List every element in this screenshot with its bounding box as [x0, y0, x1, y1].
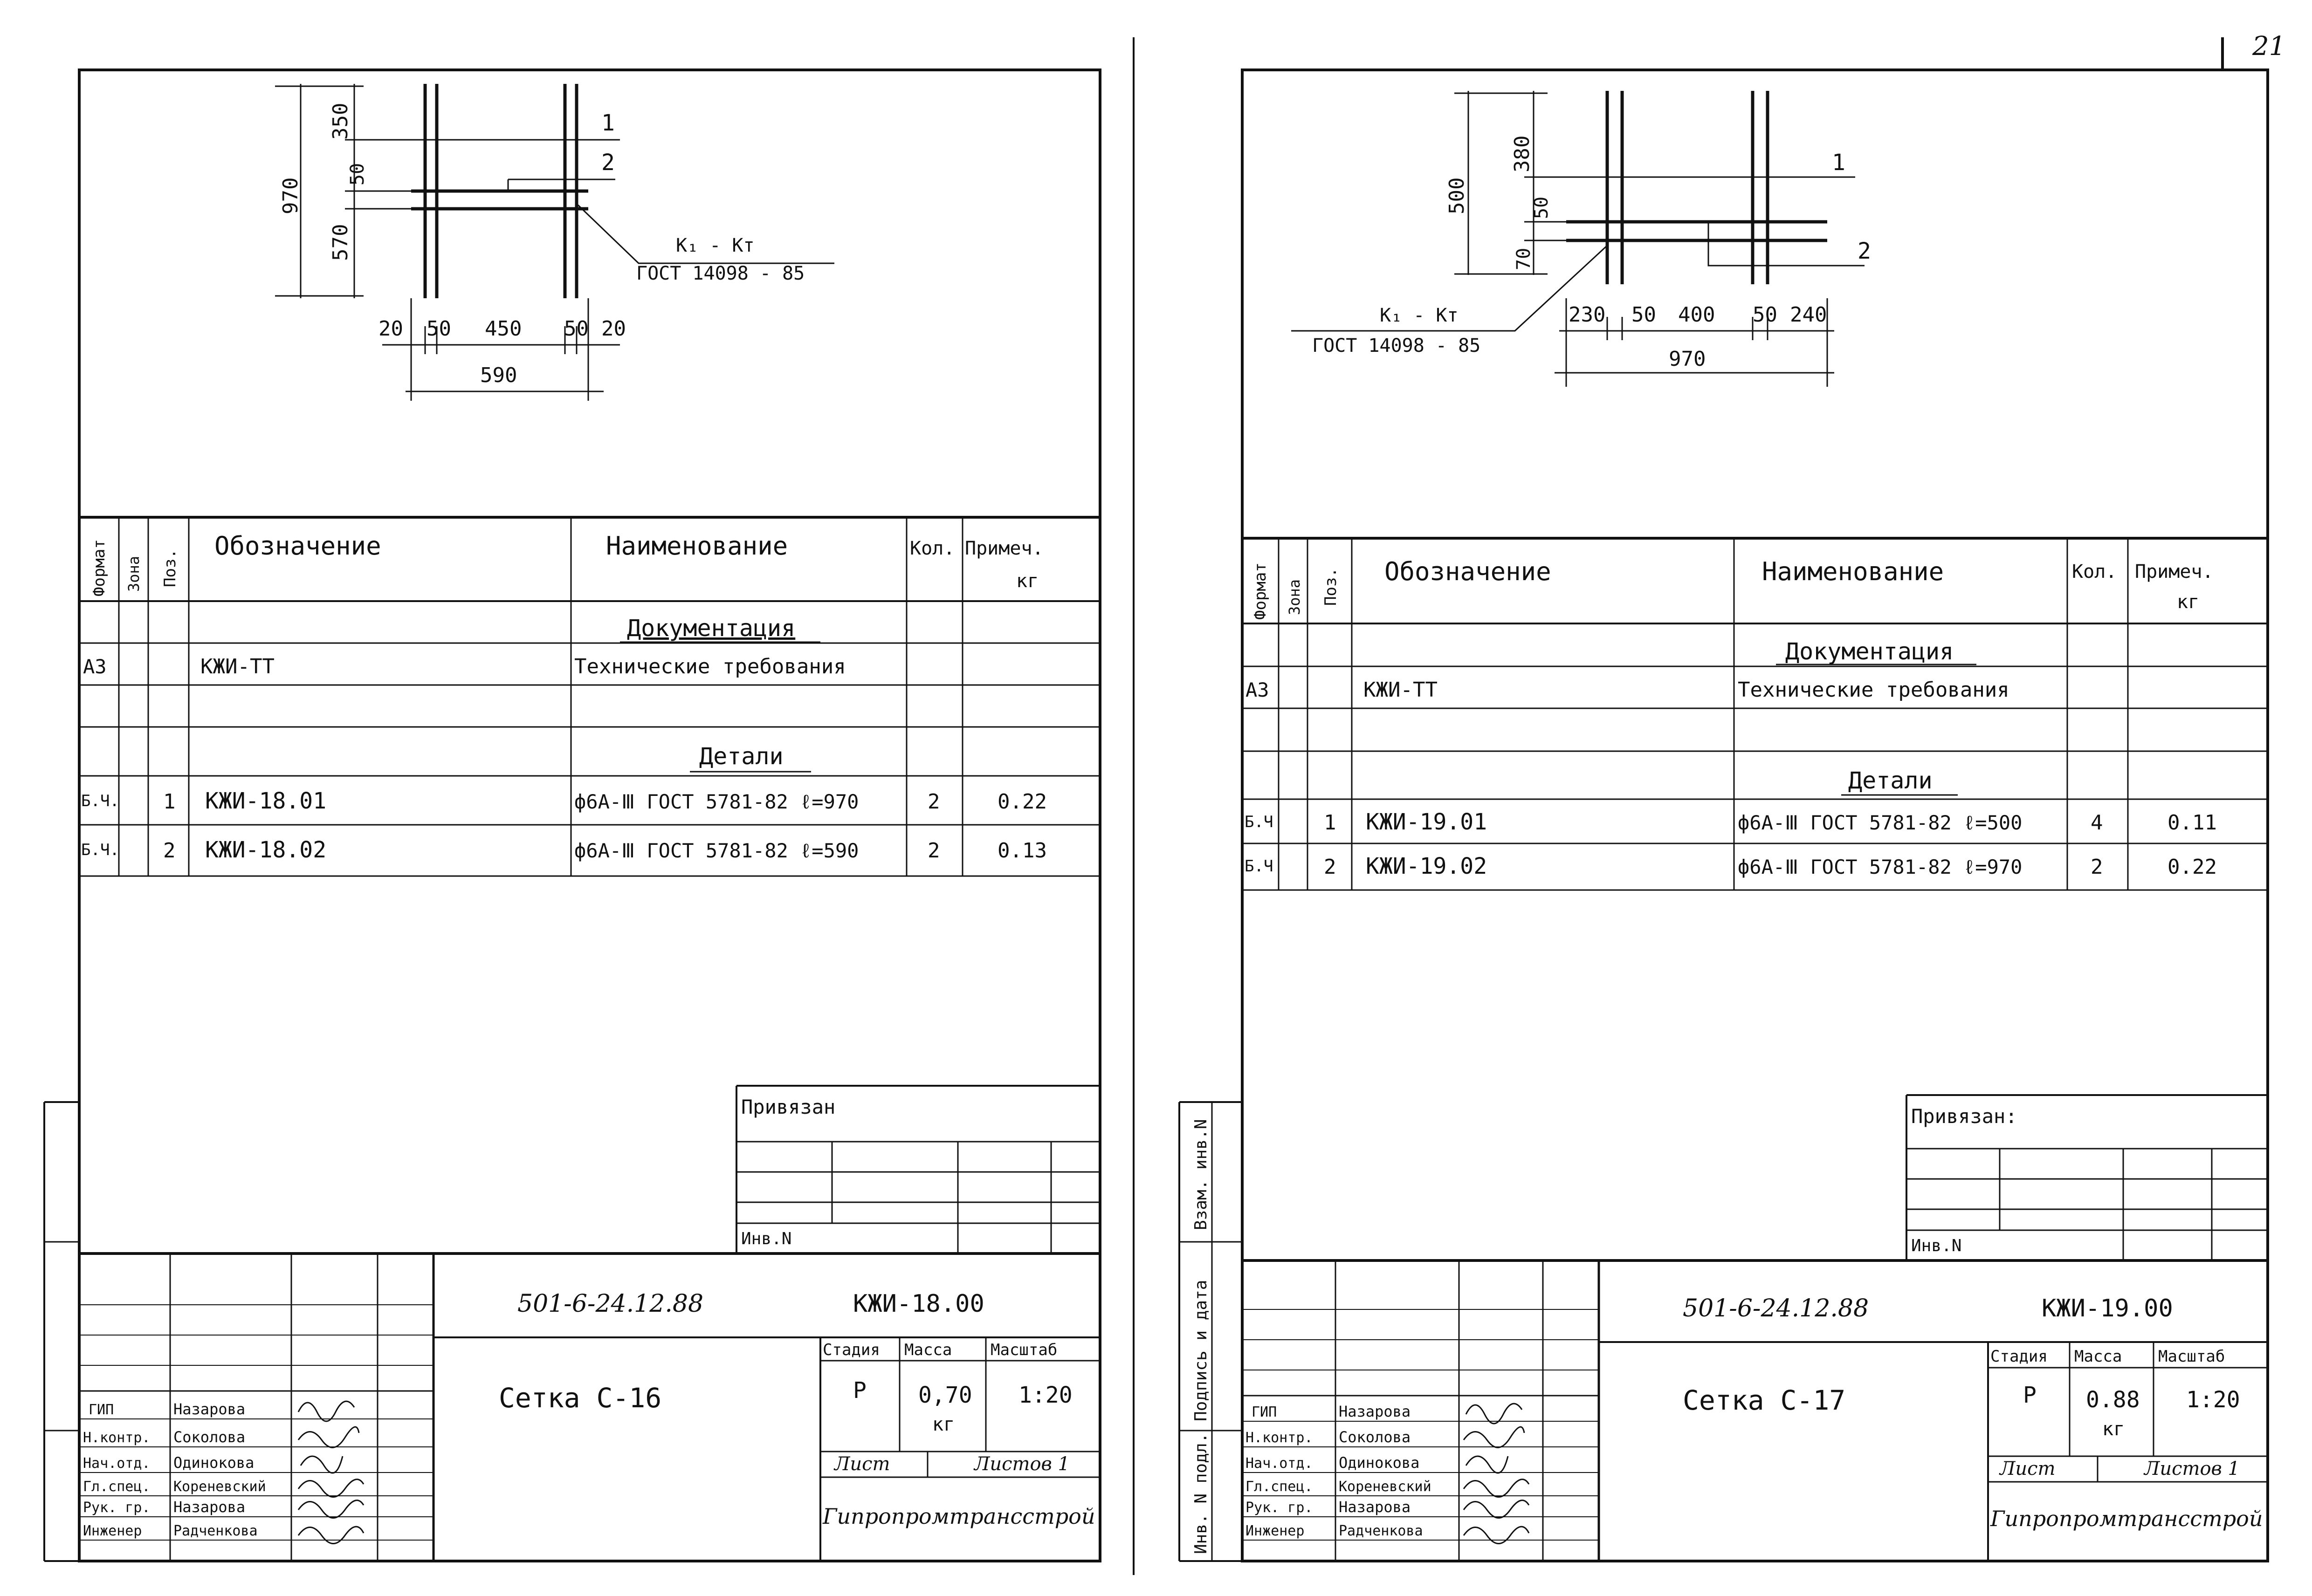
mesh-drawing-right: [1291, 91, 1871, 387]
mass-label: Масса: [904, 1341, 952, 1359]
mass-label: Масса: [2074, 1347, 2122, 1366]
name-4: Кореневский: [1339, 1479, 1431, 1495]
role-2: Н.контр.: [1245, 1430, 1313, 1446]
section-parts: Детали: [1848, 767, 1933, 794]
pos-label-1: 1: [1832, 150, 1845, 176]
header-format: Формат: [1251, 562, 1270, 620]
role-5: Рук. гр.: [83, 1500, 151, 1516]
name-5: Назарова: [1339, 1498, 1411, 1516]
sheet-right: [1179, 70, 2268, 1561]
sheet-label: Лист: [2000, 1458, 2056, 1480]
role-4: Гл.спец.: [83, 1479, 151, 1495]
dim-h-3: 50: [1753, 303, 1777, 327]
spec-table-left: [79, 517, 1100, 876]
mass-value: 0,70: [918, 1382, 972, 1408]
row1-note: 0.22: [998, 790, 1047, 814]
doc-designation: КЖИ-ТТ: [1363, 678, 1438, 702]
dim-bottom-segment: 570: [329, 224, 352, 261]
dim-total-height: 970: [279, 177, 303, 214]
name-4: Кореневский: [173, 1479, 266, 1495]
scale-label: Масштаб: [2158, 1347, 2225, 1366]
stage-value: Р: [2023, 1382, 2037, 1408]
title-block-left: [79, 1254, 1100, 1561]
row1-designation: КЖИ-19.01: [1366, 809, 1487, 835]
row1-note: 0.11: [2168, 811, 2217, 835]
row1-qty: 2: [928, 790, 940, 814]
header-designation: Обозначение: [214, 531, 381, 561]
mesh-drawing-left: [275, 84, 834, 401]
dim-bottom-segment: 70: [1513, 247, 1534, 270]
pos-label-1: 1: [601, 110, 615, 136]
inv-label: Инв.N: [741, 1229, 792, 1248]
doc-format: А3: [83, 655, 107, 678]
row2-format: Б.Ч.: [81, 841, 119, 859]
scale-value: 1:20: [1018, 1382, 1073, 1408]
name-1: Назарова: [1339, 1403, 1411, 1420]
dim-top-segment: 350: [329, 103, 352, 140]
linked-label: Привязан: [741, 1096, 836, 1118]
row2-pos: 2: [1324, 855, 1336, 879]
name-5: Назарова: [173, 1498, 246, 1516]
dim-total-width: 970: [1669, 347, 1706, 371]
drawing-title: Сетка С-17: [1683, 1384, 1846, 1416]
stage-label: Стадия: [823, 1341, 880, 1359]
name-1: Назарова: [173, 1400, 246, 1418]
dim-mid-segment: 50: [347, 163, 368, 185]
name-2: Соколова: [173, 1428, 246, 1446]
project-number: 501-6-24.12.88: [517, 1290, 704, 1318]
header-zone: Зона: [1286, 579, 1303, 615]
organization: Гипропромтрансстрой: [823, 1504, 1095, 1529]
name-3: Одинокова: [1339, 1454, 1420, 1472]
dim-h-4: 240: [1790, 303, 1827, 327]
mass-value: 0.88: [2086, 1387, 2140, 1413]
row1-format: Б.Ч: [1245, 813, 1273, 831]
sheets-label: Листов 1: [974, 1453, 1070, 1475]
linked-label: Привязан:: [1911, 1105, 2017, 1128]
weld-label: К₁ - Кт: [1380, 305, 1459, 326]
sheet-left: [44, 70, 1100, 1561]
sheet-label: Лист: [834, 1453, 890, 1475]
dim-h-0: 20: [378, 317, 403, 341]
row1-format: Б.Ч.: [81, 792, 119, 810]
role-6: Инженер: [1245, 1523, 1305, 1539]
header-qty: Кол.: [2072, 561, 2117, 582]
header-note: Примеч.: [2135, 561, 2214, 582]
page-number: 21: [2252, 31, 2286, 62]
weld-label: К₁ - Кт: [676, 235, 755, 256]
row2-designation: КЖИ-18.02: [205, 837, 327, 863]
row1-name: ф6А-Ⅲ ГОСТ 5781-82 ℓ=970: [574, 790, 859, 813]
mass-unit: кг: [932, 1414, 955, 1435]
role-4: Гл.спец.: [1245, 1479, 1313, 1495]
header-pos: Поз.: [1321, 568, 1340, 606]
dim-mid-segment: 50: [1531, 196, 1552, 219]
scale-label: Масштаб: [991, 1341, 1058, 1359]
dim-h-0: 230: [1569, 303, 1606, 327]
scale-value: 1:20: [2186, 1387, 2240, 1413]
project-number: 501-6-24.12.88: [1683, 1295, 1869, 1322]
weld-standard: ГОСТ 14098 - 85: [636, 263, 805, 284]
role-2: Н.контр.: [83, 1430, 151, 1446]
row1-qty: 4: [2091, 811, 2103, 835]
side-strip-right: [1179, 1102, 1242, 1561]
doc-name: Технические требования: [1738, 678, 2009, 702]
dim-h-1: 50: [1631, 303, 1656, 327]
dim-h-4: 20: [601, 317, 626, 341]
role-6: Инженер: [83, 1523, 142, 1539]
row2-name: ф6А-Ⅲ ГОСТ 5781-82 ℓ=590: [574, 839, 859, 862]
row2-note: 0.13: [998, 839, 1047, 863]
header-zone: Зона: [125, 555, 143, 592]
dim-h-1: 50: [427, 317, 451, 341]
side-label-replace-inv: Взам. инв.N: [1191, 1119, 1211, 1230]
name-6: Радченкова: [1339, 1523, 1423, 1539]
name-3: Одинокова: [173, 1454, 255, 1472]
side-label-inv-original: Инв. N подл.: [1191, 1432, 1211, 1554]
doc-designation: КЖИ-ТТ: [200, 655, 275, 678]
stage-label: Стадия: [1990, 1347, 2048, 1366]
header-name: Наименование: [1762, 557, 1944, 586]
dim-total-height: 500: [1445, 177, 1469, 214]
role-5: Рук. гр.: [1245, 1500, 1313, 1516]
row2-designation: КЖИ-19.02: [1366, 853, 1487, 879]
header-name: Наименование: [606, 531, 788, 561]
pos-label-2: 2: [601, 150, 615, 176]
row2-pos: 2: [163, 839, 176, 863]
doc-name: Технические требования: [574, 655, 846, 678]
header-qty: Кол.: [910, 538, 955, 559]
spec-table-right: [1242, 538, 2268, 890]
weld-standard: ГОСТ 14098 - 85: [1312, 335, 1481, 356]
role-1: ГИП: [89, 1402, 114, 1418]
role-3: Нач.отд.: [83, 1455, 151, 1472]
linked-block-left: [736, 1086, 1100, 1254]
header-note: Примеч.: [965, 538, 1044, 559]
section-docs: Документация: [627, 615, 796, 642]
row1-designation: КЖИ-18.01: [205, 788, 327, 814]
role-3: Нач.отд.: [1245, 1455, 1313, 1472]
section-parts: Детали: [699, 743, 784, 770]
dim-h-2: 400: [1678, 303, 1715, 327]
stage-value: Р: [853, 1377, 867, 1404]
doc-format: А3: [1245, 678, 1269, 701]
header-format: Формат: [90, 539, 109, 596]
drawing-code: КЖИ-19.00: [2042, 1295, 2173, 1322]
dim-top-segment: 380: [1510, 135, 1534, 172]
name-6: Радченкова: [173, 1523, 258, 1539]
side-strip-left: [44, 1102, 79, 1561]
mass-unit: кг: [2102, 1418, 2125, 1440]
header-designation: Обозначение: [1384, 557, 1551, 586]
dim-total-width: 590: [480, 363, 517, 387]
row1-pos: 1: [1324, 811, 1336, 835]
row1-pos: 1: [163, 790, 176, 814]
row1-name: ф6А-Ⅲ ГОСТ 5781-82 ℓ=500: [1738, 811, 2023, 834]
row2-qty: 2: [2091, 855, 2103, 879]
sheets-label: Листов 1: [2144, 1458, 2240, 1480]
row2-note: 0.22: [2168, 855, 2217, 879]
drawing-code: КЖИ-18.00: [853, 1290, 984, 1318]
section-docs: Документация: [1785, 638, 1954, 665]
title-block-right: [1242, 1260, 2268, 1561]
name-2: Соколова: [1339, 1428, 1411, 1446]
dim-h-3: 50: [564, 317, 589, 341]
row2-format: Б.Ч: [1245, 857, 1273, 876]
inv-label: Инв.N: [1911, 1236, 1962, 1255]
header-note-unit: кг: [1016, 570, 1039, 592]
side-label-signature-date: Подпись и дата: [1191, 1280, 1211, 1421]
organization: Гипропромтрансстрой: [1990, 1506, 2263, 1531]
pos-label-2: 2: [1858, 238, 1871, 264]
header-pos: Поз.: [161, 549, 179, 587]
linked-block-right: [1906, 1095, 2268, 1260]
signatures: [1464, 1404, 1529, 1543]
dim-h-2: 450: [485, 317, 522, 341]
row2-name: ф6А-Ⅲ ГОСТ 5781-82 ℓ=970: [1738, 856, 2023, 878]
row2-qty: 2: [928, 839, 940, 863]
role-1: ГИП: [1252, 1404, 1277, 1420]
header-note-unit: кг: [2177, 591, 2200, 613]
drawing-title: Сетка С-16: [499, 1382, 662, 1414]
